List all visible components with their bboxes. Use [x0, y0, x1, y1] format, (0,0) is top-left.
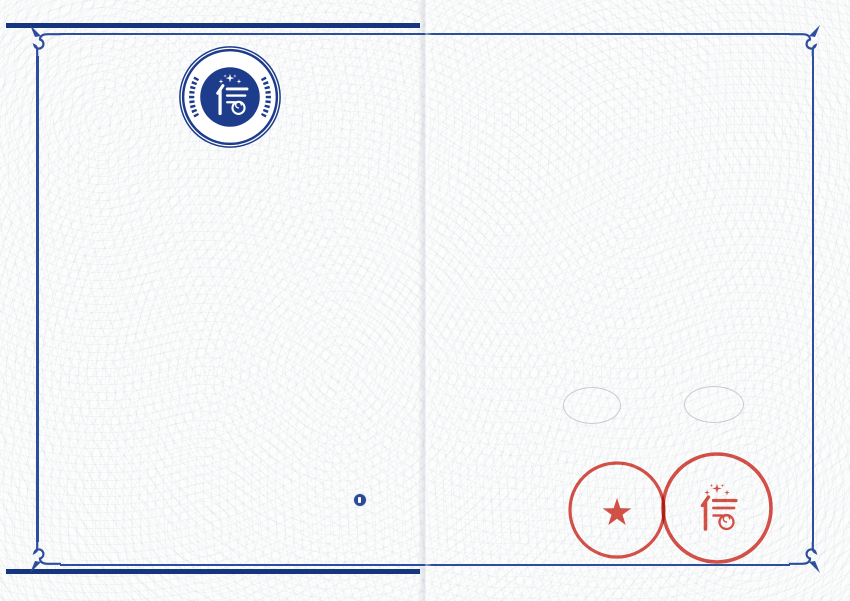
left-page-top-band [6, 23, 420, 28]
qr-center-logo-icon [353, 493, 367, 507]
corner-curl-bottom-left [21, 542, 61, 582]
platform-seal [659, 450, 775, 566]
annual-review-stamp-placeholder-1 [563, 387, 621, 424]
corner-curl-bottom-right [789, 542, 829, 582]
left-page-bottom-band [6, 569, 420, 574]
issuer-company-seal [567, 460, 667, 560]
frame-right-line [812, 56, 814, 542]
seal-star-icon [603, 498, 632, 525]
platform-seal-xin-glyph-icon [703, 497, 737, 529]
page-fold-shadow [418, 0, 432, 601]
corner-curl-top-left [21, 16, 61, 56]
notes-list [443, 85, 801, 89]
frame-left-line [36, 56, 39, 542]
platform-seal-stars [704, 484, 729, 496]
annual-review-stamp-placeholder-2 [684, 386, 744, 423]
sangong-zixin-emblem [178, 45, 282, 149]
corner-curl-top-right [789, 16, 829, 56]
